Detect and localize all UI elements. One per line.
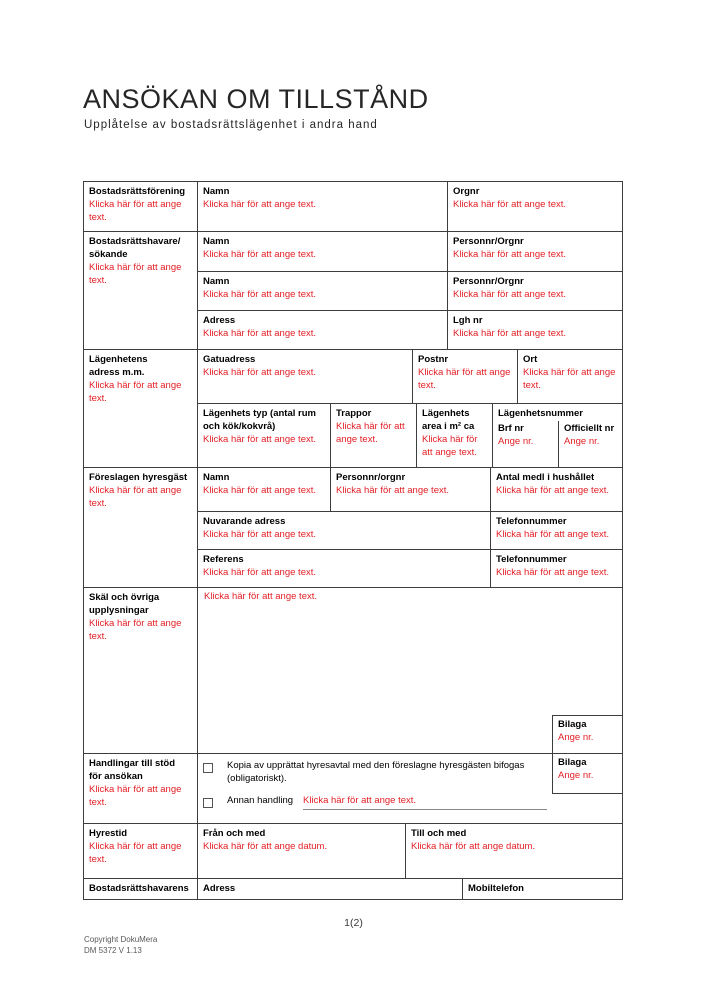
hyresavtal-checkbox[interactable] [203, 763, 213, 773]
field-label: Lägenhets area i m² ca [422, 408, 475, 432]
field-havare-lghnr [447, 311, 622, 349]
field-label: Lgh nr [453, 315, 483, 326]
forening-orgnr-placeholder[interactable]: Klicka här för att ange text. [453, 199, 567, 210]
field-label: Ort [523, 354, 538, 365]
antal-medl-placeholder[interactable]: Klicka här för att ange text. [496, 485, 610, 496]
field-label: Bilaga [558, 757, 587, 768]
till-datum-placeholder[interactable]: Klicka här för att ange datum. [411, 841, 536, 852]
field-label: Namn [203, 236, 230, 247]
officiellt-nr-placeholder[interactable]: Ange nr. [564, 436, 600, 447]
lagenhet-placeholder[interactable]: Klicka här för att ange text. [89, 380, 182, 404]
field-label: Telefonnummer [496, 516, 567, 527]
area-placeholder[interactable]: Klicka här för att ange text. [422, 434, 478, 458]
bilaga-handlingar-placeholder[interactable]: Ange nr. [558, 770, 594, 781]
havare-personnr2-placeholder[interactable]: Klicka här för att ange text. [453, 289, 567, 300]
section-label-line1: Handlingar till stöd [89, 758, 176, 769]
section-label-cell [84, 232, 197, 349]
section-hyrestid [84, 823, 622, 878]
field-nuvarande-adress [198, 512, 490, 549]
section-label: Bostadsrättshavarens [89, 883, 189, 894]
field-telefonnummer-1 [490, 512, 622, 549]
field-label: Antal medl i hushållet [496, 472, 595, 483]
footer-copyright [84, 934, 157, 956]
field-lagenhetstyp [198, 404, 330, 467]
annan-handling-input[interactable] [303, 794, 547, 810]
section-label-line2: adress m.m. [89, 367, 145, 378]
hyresavtal-checkbox-label: Kopia av upprättat hyresavtal med den föreslagne hyresgästen bifogas (obligatoriskt). [227, 760, 525, 784]
havare-namn2-placeholder[interactable]: Klicka här för att ange text. [203, 289, 317, 300]
field-postnr [412, 350, 517, 403]
hyresgast-personnr-placeholder[interactable]: Klicka här för att ange text. [336, 485, 450, 496]
annan-handling-label: Annan handling [227, 795, 294, 806]
field-label: Personnr/Orgnr [453, 236, 524, 247]
field-label: Bilaga [558, 719, 587, 730]
field-officiellt-nr [558, 421, 622, 467]
havare-namn1-placeholder[interactable]: Klicka här för att ange text. [203, 249, 317, 260]
skal-label-placeholder[interactable]: Klicka här för att ange text. [89, 618, 182, 642]
field-label: Från och med [203, 828, 266, 839]
fran-datum-placeholder[interactable]: Klicka här för att ange datum. [203, 841, 328, 852]
section-label-line1: Lägenhetens [89, 354, 148, 365]
field-label: Adress [203, 315, 236, 326]
referens-placeholder[interactable]: Klicka här för att ange text. [203, 567, 317, 578]
section-label-cell [84, 879, 197, 899]
field-label: Gatuadress [203, 354, 256, 365]
application-form-table [83, 181, 623, 900]
havare-placeholder[interactable]: Klicka här för att ange text. [89, 262, 182, 286]
field-label: Nuvarande adress [203, 516, 286, 527]
section-label-cell [84, 468, 197, 587]
field-label: Orgnr [453, 186, 480, 197]
field-label: Referens [203, 554, 244, 565]
nuvarande-adress-placeholder[interactable]: Klicka här för att ange text. [203, 529, 317, 540]
page-subtitle: Upplåtelse av bostadsrättslägenhet i andra hand [84, 119, 378, 131]
section-label-line1: Bostadsrättshavare/ [89, 236, 181, 247]
section-lagenhetens-adress [84, 349, 622, 467]
field-ort [517, 350, 622, 403]
field-label: Telefonnummer [496, 554, 567, 565]
field-label: Namn [203, 276, 230, 287]
field-telefonnummer-2 [490, 550, 622, 587]
field-havare-namn-2 [198, 272, 447, 310]
field-mobiltelefon [462, 879, 622, 899]
field-havare-namn-1 [198, 232, 447, 271]
ort-placeholder[interactable]: Klicka här för att ange text. [523, 367, 616, 391]
section-bostadsrattshavare [84, 231, 622, 349]
section-label: Hyrestid [89, 828, 128, 839]
field-label: Namn [203, 186, 230, 197]
annan-handling-placeholder[interactable]: Klicka här för att ange text. [303, 795, 417, 806]
trappor-placeholder[interactable]: Klicka här för att ange text. [336, 421, 405, 445]
field-label: Mobiltelefon [468, 883, 524, 894]
field-area [416, 404, 492, 467]
field-forening-namn [198, 182, 447, 231]
field-label: Brf nr [498, 423, 524, 434]
bilaga-skal-placeholder[interactable]: Ange nr. [558, 732, 594, 743]
section-label-cell [84, 588, 197, 753]
field-label: Trappor [336, 408, 372, 419]
field-gatuadress [198, 350, 412, 403]
forening-namn-placeholder[interactable]: Klicka här för att ange text. [203, 199, 317, 210]
check-row-annan-handling [203, 794, 549, 810]
hyresgast-namn-placeholder[interactable]: Klicka här för att ange text. [203, 485, 317, 496]
havare-lghnr-placeholder[interactable]: Klicka här för att ange text. [453, 328, 567, 339]
field-label: Namn [203, 472, 230, 483]
page-number: 1(2) [344, 917, 363, 929]
doc-id-line: DM 5372 V 1.13 [84, 946, 142, 955]
section-label-cell [84, 350, 197, 467]
field-label: Adress [203, 883, 236, 894]
section-label-line2: sökande [89, 249, 128, 260]
section-label-cell [84, 182, 197, 231]
field-antal-medl [490, 468, 622, 511]
check-row-hyresavtal [203, 759, 549, 785]
telefonnummer1-placeholder[interactable]: Klicka här för att ange text. [496, 529, 610, 540]
field-fran-och-med [198, 824, 405, 878]
section-handlingar [84, 753, 622, 823]
field-bilaga-skal [552, 715, 622, 753]
section-label-line1: Skäl och övriga [89, 592, 160, 603]
field-trappor [330, 404, 416, 467]
field-hyresgast-personnr [330, 468, 490, 511]
section-label-line2: för ansökan [89, 771, 143, 782]
field-havare-adress [198, 311, 447, 349]
havare-personnr1-placeholder[interactable]: Klicka här för att ange text. [453, 249, 567, 260]
page-title: ANSÖKAN OM TILLSTÅND [83, 84, 429, 114]
section-bostadsrattsforening [84, 182, 622, 231]
field-referens [198, 550, 490, 587]
skal-text-placeholder[interactable]: Klicka här för att ange text. [204, 591, 318, 602]
section-label-cell [84, 754, 197, 823]
section-label-line2: upplysningar [89, 605, 149, 616]
hyrestid-placeholder[interactable]: Klicka här för att ange text. [89, 841, 182, 865]
handlingar-placeholder[interactable]: Klicka här för att ange text. [89, 784, 182, 808]
section-bostadsrattshavarens [84, 878, 622, 899]
field-havare-personnr-2 [447, 272, 622, 310]
field-forening-orgnr [447, 182, 622, 231]
section-label-cell [84, 824, 197, 878]
field-label: Personnr/orgnr [336, 472, 406, 483]
section-foreslagen-hyresgast [84, 467, 622, 587]
telefonnummer2-placeholder[interactable]: Klicka här för att ange text. [496, 567, 610, 578]
section-skal [84, 587, 622, 753]
field-label: Postnr [418, 354, 449, 365]
havare-adress-placeholder[interactable]: Klicka här för att ange text. [203, 328, 317, 339]
forening-name-placeholder[interactable]: Klicka här för att ange text. [89, 199, 182, 223]
field-lagenhetsnummer [492, 404, 622, 467]
field-sista-adress [198, 879, 462, 899]
field-hyresgast-namn [198, 468, 330, 511]
field-label: Officiellt nr [564, 423, 615, 434]
field-label: Till och med [411, 828, 467, 839]
field-havare-personnr-1 [447, 232, 622, 271]
section-label: Föreslagen hyresgäst [89, 472, 188, 483]
field-label: Lägenhetsnummer [498, 408, 583, 419]
copyright-line: Copyright DokuMera [84, 935, 158, 944]
field-label: Personnr/Orgnr [453, 276, 524, 287]
field-bilaga-handlingar [552, 754, 622, 794]
lagenhetstyp-placeholder[interactable]: Klicka här för att ange text. [203, 434, 317, 445]
brfnr-placeholder[interactable]: Ange nr. [498, 436, 534, 447]
field-brfnr [493, 421, 558, 467]
field-till-och-med [405, 824, 622, 878]
annan-handling-checkbox[interactable] [203, 798, 213, 808]
section-label: Bostadsrättsförening [89, 186, 186, 197]
postnr-placeholder[interactable]: Klicka här för att ange text. [418, 367, 511, 391]
gatuadress-placeholder[interactable]: Klicka här för att ange text. [203, 367, 317, 378]
field-label: Lägenhets typ (antal rum och kök/kokvrå) [203, 408, 316, 432]
hyresgast-placeholder[interactable]: Klicka här för att ange text. [89, 485, 182, 509]
